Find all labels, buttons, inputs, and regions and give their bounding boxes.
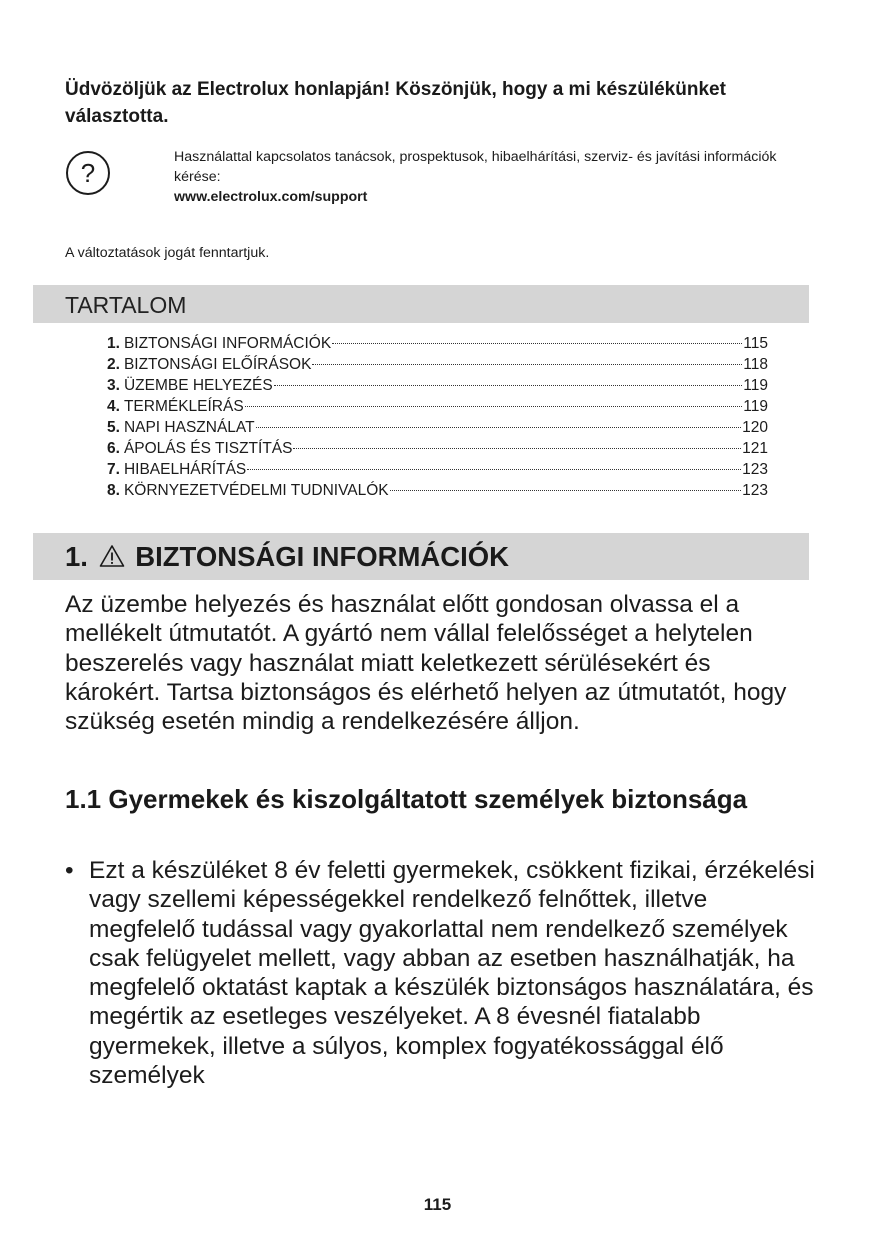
toc-item-number: 3. [107,377,120,394]
toc-item-number: 5. [107,419,120,436]
welcome-heading: Üdvözöljük az Electrolux honlapján! Köszönjük, hogy a mi készülékünket választotta. [65,79,726,127]
toc-item-label: ÁPOLÁS ÉS TISZTÍTÁS [123,440,293,457]
toc-header-bar [33,285,809,323]
toc-item-label: TERMÉKLEÍRÁS [123,398,244,415]
toc-item-number: 6. [107,440,120,457]
toc-item-page: 123 [742,482,768,499]
section-intro-paragraph: Az üzembe helyezés és használat előtt gondosan olvassa el a mellékelt útmutatót. A gyártó nem vállal felelősséget a helytelen beszerelés vagy használat miatt keletkezett sérülésekért és károkért. Tartsa biztonságos és elérhető helyen az útmutatót, hogy szükség esetén mindig a rendelkezésére álljon. [65,591,787,736]
toc-item-page: 118 [743,356,768,373]
toc-dot-leader [293,448,741,449]
section-heading [65,541,509,573]
toc-item[interactable] [107,396,768,417]
toc-dot-leader [390,490,741,491]
toc-item-number: 4. [107,398,120,415]
toc-item-number: 1. [107,335,120,352]
toc-item[interactable] [107,354,768,375]
toc-item[interactable] [107,333,768,354]
toc-dot-leader [245,406,743,407]
toc-item[interactable] [107,459,768,480]
toc-dot-leader [256,427,742,428]
toc-item-page: 119 [743,398,768,415]
toc-item-page: 121 [742,440,768,457]
toc-item-label: BIZTONSÁGI ELŐÍRÁSOK [123,356,312,373]
toc-dot-leader [274,385,743,386]
toc-dot-leader [312,364,742,365]
subsection-heading: 1.1 Gyermekek és kiszolgáltatott személyek biztonsága [65,784,748,814]
toc-title: TARTALOM [65,292,187,318]
toc-item[interactable] [107,438,768,459]
support-link[interactable]: www.electrolux.com/support [174,189,368,205]
toc-dot-leader [247,469,741,470]
table-of-contents [107,333,768,501]
toc-item-page: 120 [742,419,768,436]
toc-item-number: 2. [107,356,120,373]
toc-item-number: 7. [107,461,120,478]
svg-text:?: ? [80,158,96,188]
toc-item-number: 8. [107,482,120,499]
support-description: Használattal kapcsolatos tanácsok, prospektusok, hibaelhárítási, szerviz- és javítási információk kérése: [174,149,777,185]
section-title: BIZTONSÁGI INFORMÁCIÓK [135,541,510,572]
toc-item-label: KÖRNYEZETVÉDELMI TUDNIVALÓK [123,482,389,499]
page-number: 115 [423,1195,452,1214]
toc-item[interactable] [107,480,768,501]
bullet-paragraph: Ezt a készüléket 8 év feletti gyermekek, csökkent fizikai, érzékelési vagy szellemi képességekkel rendelkező felnőttek, illetve megfelelő tudással vagy gyakorlattal nem rendelkező személyek csak felügyelet mellett, vagy abban az esetben használhatják, ha megfelelő oktatást kaptak a készülék biztonságos használatára, és megértik az esetleges veszélyeket. A 8 évesnél fiatalabb gyermekek, illetve a súlyos, komplex fogyatékossággal élő személyek [89,857,815,1090]
toc-item-page: 123 [742,461,768,478]
toc-item-page: 119 [743,377,768,394]
toc-item-label: HIBAELHÁRÍTÁS [123,461,247,478]
support-info [174,147,814,207]
toc-item-label: ÜZEMBE HELYEZÉS [123,377,273,394]
section-header-bar [33,533,809,580]
toc-item-page: 115 [743,335,768,352]
rights-notice: A változtatások jogát fenntartjuk. [65,245,270,261]
warning-triangle-icon [99,544,125,568]
question-circle-icon [65,150,111,196]
toc-item-label: NAPI HASZNÁLAT [123,419,255,436]
toc-item[interactable] [107,375,768,396]
toc-dot-leader [332,343,742,344]
section-number: 1. [65,541,88,572]
bullet-marker: • [65,857,74,884]
toc-item[interactable] [107,417,768,438]
toc-item-label: BIZTONSÁGI INFORMÁCIÓK [123,335,332,352]
